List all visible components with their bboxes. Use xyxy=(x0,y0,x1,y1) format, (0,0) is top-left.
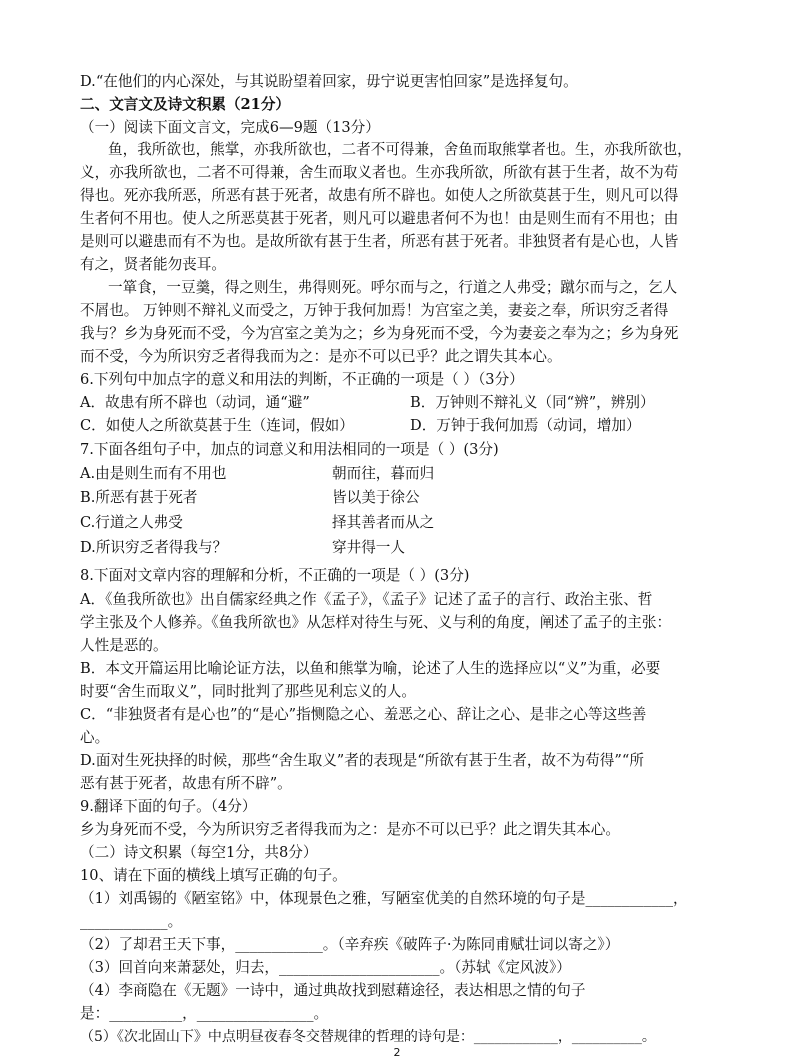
q7-option-d-right: 穿井得一人 xyxy=(332,539,405,556)
question-6: 6.下列句中加点字的意义和用法的判断，不正确的一项是（ ）（3分） xyxy=(80,371,524,388)
q8-option-a: A．《鱼我所欲也》出自儒家经典之作《孟子》，《孟子》记述了孟子的言行、政治主张、哲 xyxy=(80,591,653,608)
q8-option-c: C．“非独贤者有是心也”的“是心”指恻隐之心、羞恶之心、辞让之心、是非之心等这些善 xyxy=(80,706,647,723)
q10-item-5: （5）《次北固山下》中点明昼夜春冬交替规律的哲理的诗句是：____________，__________。 xyxy=(80,1029,656,1045)
q7-option-a-right: 朝而往，暮而归 xyxy=(332,465,435,482)
q10-item-2: （2）了却君王天下事，____________。（辛弃疾《破阵子·为陈同甫赋壮词以寄之》） xyxy=(80,936,620,953)
q8-option-b: B．本文开篇运用比喻论证方法，以鱼和熊掌为喻，论述了人生的选择应以“义”为重，必要 xyxy=(80,660,661,677)
q10-item-1: （1）刘禹锡的《陋室铭》中，体现景色之雅，写陋室优美的自然环境的句子是____________， xyxy=(80,890,688,907)
q9-sentence: 乡为身死而不受，今为所识穷乏者得我而为之：是亦不可以已乎？此之谓失其本心。 xyxy=(80,821,620,838)
question-7: 7.下面各组句子中，加点的词意义和用法相同的一项是（ ）(3分) xyxy=(80,441,499,458)
q10-item-1-cont: ____________。 xyxy=(80,913,183,930)
q8-option-d: D.面对生死抉择的时候，那些“舍生取义”者的表现是“所欲有甚于生者，故不为苟得”“所 xyxy=(80,752,644,769)
q10-item-4: （4）李商隐在《无题》一诗中，通过典故找到慰藉途径，表达相思之情的句子 xyxy=(80,982,586,999)
q7-option-b-right: 皆以美于徐公 xyxy=(332,489,420,506)
passage-line: 是则可以避患而有不为也。是故所欲有甚于生者，所恶有甚于死者。非独贤者有是心也，人皆 xyxy=(80,233,679,250)
passage-line: 鱼，我所欲也，熊掌，亦我所欲也，二者不可得兼，舍鱼而取熊掌者也。生，亦我所欲也， xyxy=(108,141,692,158)
q8-option-d-cont: 恶有甚于死者，故患有所不辟”。 xyxy=(80,775,292,792)
q10-item-4-cont: 是：__________，________________。 xyxy=(80,1005,329,1022)
q6-option-b: B．万钟则不辩礼义（同“辨”，辨别） xyxy=(410,394,655,411)
passage-line: 不屑也。 万钟则不辩礼义而受之，万钟于我何加焉！为宫室之美，妻妾之奉，所识穷乏者得 xyxy=(80,302,669,319)
q8-option-a-cont: 人性是恶的。 xyxy=(80,637,168,654)
passage-line: 义，亦我所欲也，二者不可得兼，舍生而取义者也。生亦我所欲，所欲有甚于生者，故不为苟 xyxy=(80,164,679,181)
q8-option-b-cont: 时要“舍生而取义”，同时批判了那些见利忘义的人。 xyxy=(80,683,416,700)
passage-line: 我与？乡为身死而不受，今为宫室之美为之；乡为身死而不受，今为妻妾之奉为之；乡为身死 xyxy=(80,325,679,342)
question-9: 9.翻译下面的句子。（4分） xyxy=(80,798,257,815)
q6-option-a: A．故患有所不辟也（动词，通“避” xyxy=(80,394,310,411)
q7-option-b-left: B.所恶有甚于死者 xyxy=(80,489,198,506)
q10-item-3: （3）回首向来萧瑟处，归去，______________________。（苏轼《定风波》） xyxy=(80,959,571,976)
q6-option-c: C．如使人之所欲莫甚于生（连词，假如） xyxy=(80,417,354,434)
subsection-heading: （一）阅读下面文言文，完成6—9题（13分） xyxy=(80,119,380,136)
option-d-line: D.“在他们的内心深处，与其说盼望着回家，毋宁说更害怕回家”是选择复句。 xyxy=(80,73,578,90)
passage-line: 有之，贤者能勿丧耳。 xyxy=(80,256,226,273)
subsection-heading-2: （二）诗文积累（每空1分，共8分） xyxy=(80,844,318,861)
passage-line: 得也。死亦我所恶，所恶有甚于死者，故患有所不辟也。如使人之所欲莫甚于生，则凡可以得 xyxy=(80,187,679,204)
q8-option-a-cont: 学主张及个人修养。《鱼我所欲也》从怎样对待生与死、义与利的角度，阐述了孟子的主张： xyxy=(80,614,672,631)
q7-option-c-left: C.行道之人弗受 xyxy=(80,514,183,531)
page-number: 2 xyxy=(393,1046,401,1059)
passage-line: 一箪食，一豆羹，得之则生，弗得则死。呼尔而与之，行道之人弗受；蹴尔而与之，乞人 xyxy=(108,279,678,296)
q7-option-c-right: 择其善者而从之 xyxy=(332,514,435,531)
passage-line: 而不受，今为所识穷乏者得我而为之：是亦不可以已乎？此之谓失其本心。 xyxy=(80,348,562,365)
q8-option-c-cont: 心。 xyxy=(80,729,110,746)
q6-option-d: D．万钟于我何加焉（动词，增加） xyxy=(410,417,641,434)
section-heading: 二、文言文及诗文积累（21分） xyxy=(80,96,291,113)
question-10: 10、请在下面的横线上填写正确的句子。 xyxy=(80,867,347,884)
q7-option-a-left: A.由是则生而有不用也 xyxy=(80,465,227,482)
passage-line: 生者何不用也。使人之所恶莫甚于死者，则凡可以避患者何不为也！由是则生而有不用也；由 xyxy=(80,210,679,227)
question-8: 8.下面对文章内容的理解和分析，不正确的一项是（ ）(3分) xyxy=(80,567,470,584)
q7-option-d-left: D.所识穷乏者得我与？ xyxy=(80,539,228,556)
